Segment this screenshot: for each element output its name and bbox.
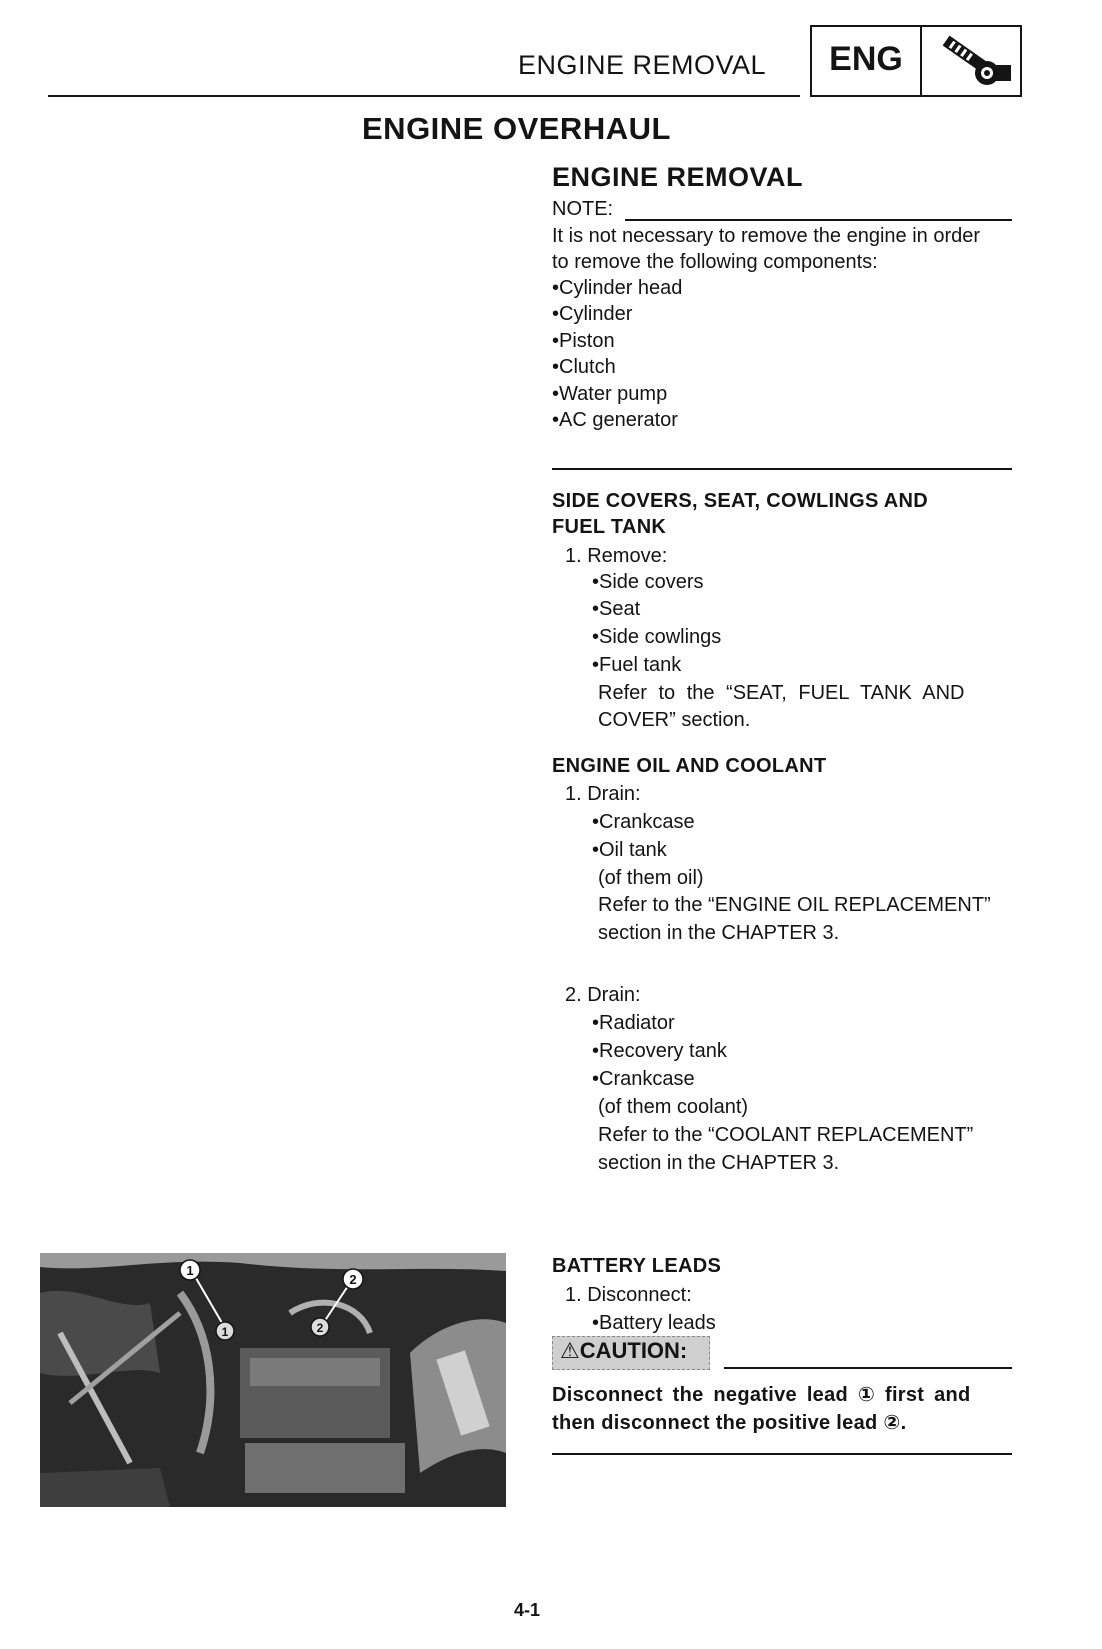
note-item: •Clutch: [552, 356, 616, 378]
caution-rule: [724, 1367, 1012, 1369]
chapter-code: ENG: [829, 40, 903, 78]
coolant-step: 2. Drain:: [565, 984, 641, 1006]
side-covers-item: •Seat: [592, 598, 641, 620]
note-rule: [625, 219, 1012, 221]
caution-end-rule: [552, 1453, 1012, 1455]
photo-terminal-negative: 1: [221, 1325, 229, 1339]
header-rule: [48, 95, 800, 97]
header-section-title: ENGINE REMOVAL: [518, 50, 767, 80]
oil-coolant-heading: ENGINE OIL AND COOLANT: [552, 755, 827, 777]
note-item: •Cylinder: [552, 303, 633, 325]
oil-refer: Refer to the “ENGINE OIL REPLACEMENT”: [598, 894, 991, 916]
photo-callout-positive: 2: [349, 1272, 357, 1287]
coolant-note: (of them coolant): [598, 1096, 749, 1118]
caution-line: Disconnect the negative lead ① first and: [552, 1384, 971, 1406]
oil-refer: section in the CHAPTER 3.: [598, 922, 840, 944]
wrench-tool-icon: [935, 33, 1015, 96]
battery-item: •Battery leads: [592, 1312, 716, 1334]
coolant-item: •Recovery tank: [592, 1040, 727, 1062]
note-label: NOTE:: [552, 198, 614, 220]
side-covers-heading: FUEL TANK: [552, 516, 667, 538]
battery-heading: BATTERY LEADS: [552, 1255, 722, 1277]
note-line: to remove the following components:: [552, 251, 878, 273]
note-item: •AC generator: [552, 409, 678, 431]
chapter-tab-divider: [920, 25, 922, 97]
side-covers-item: •Fuel tank: [592, 654, 682, 676]
side-covers-item: •Side covers: [592, 571, 704, 593]
oil-step: 1. Drain:: [565, 783, 641, 805]
page-number: 4-1: [514, 1600, 541, 1620]
note-end-rule: [552, 468, 1012, 470]
chapter-title: ENGINE OVERHAUL: [362, 111, 671, 146]
photo-callout-negative: 1: [186, 1263, 194, 1278]
note-line: It is not necessary to remove the engine in order: [552, 225, 981, 247]
side-covers-refer: COVER” section.: [598, 709, 751, 731]
note-item: •Water pump: [552, 383, 668, 405]
side-covers-heading: SIDE COVERS, SEAT, COWLINGS AND: [552, 490, 928, 512]
oil-item: •Oil tank: [592, 839, 667, 861]
coolant-item: •Crankcase: [592, 1068, 695, 1090]
coolant-item: •Radiator: [592, 1012, 675, 1034]
coolant-refer: Refer to the “COOLANT REPLACEMENT”: [598, 1124, 974, 1146]
oil-item: •Crankcase: [592, 811, 695, 833]
photo-terminal-positive: 2: [316, 1321, 324, 1335]
caution-line: then disconnect the positive lead ②.: [552, 1412, 907, 1434]
battery-photo: [40, 1253, 506, 1507]
coolant-refer: section in the CHAPTER 3.: [598, 1152, 840, 1174]
oil-note: (of them oil): [598, 867, 704, 889]
battery-step: 1. Disconnect:: [565, 1284, 692, 1306]
side-covers-step: 1. Remove:: [565, 545, 668, 567]
note-item: •Piston: [552, 330, 615, 352]
side-covers-refer: Refer to the “SEAT, FUEL TANK AND: [598, 682, 965, 704]
section-title: ENGINE REMOVAL: [552, 162, 804, 192]
side-covers-item: •Side cowlings: [592, 626, 722, 648]
caution-label: ⚠CAUTION:: [560, 1338, 688, 1363]
note-item: •Cylinder head: [552, 277, 683, 299]
